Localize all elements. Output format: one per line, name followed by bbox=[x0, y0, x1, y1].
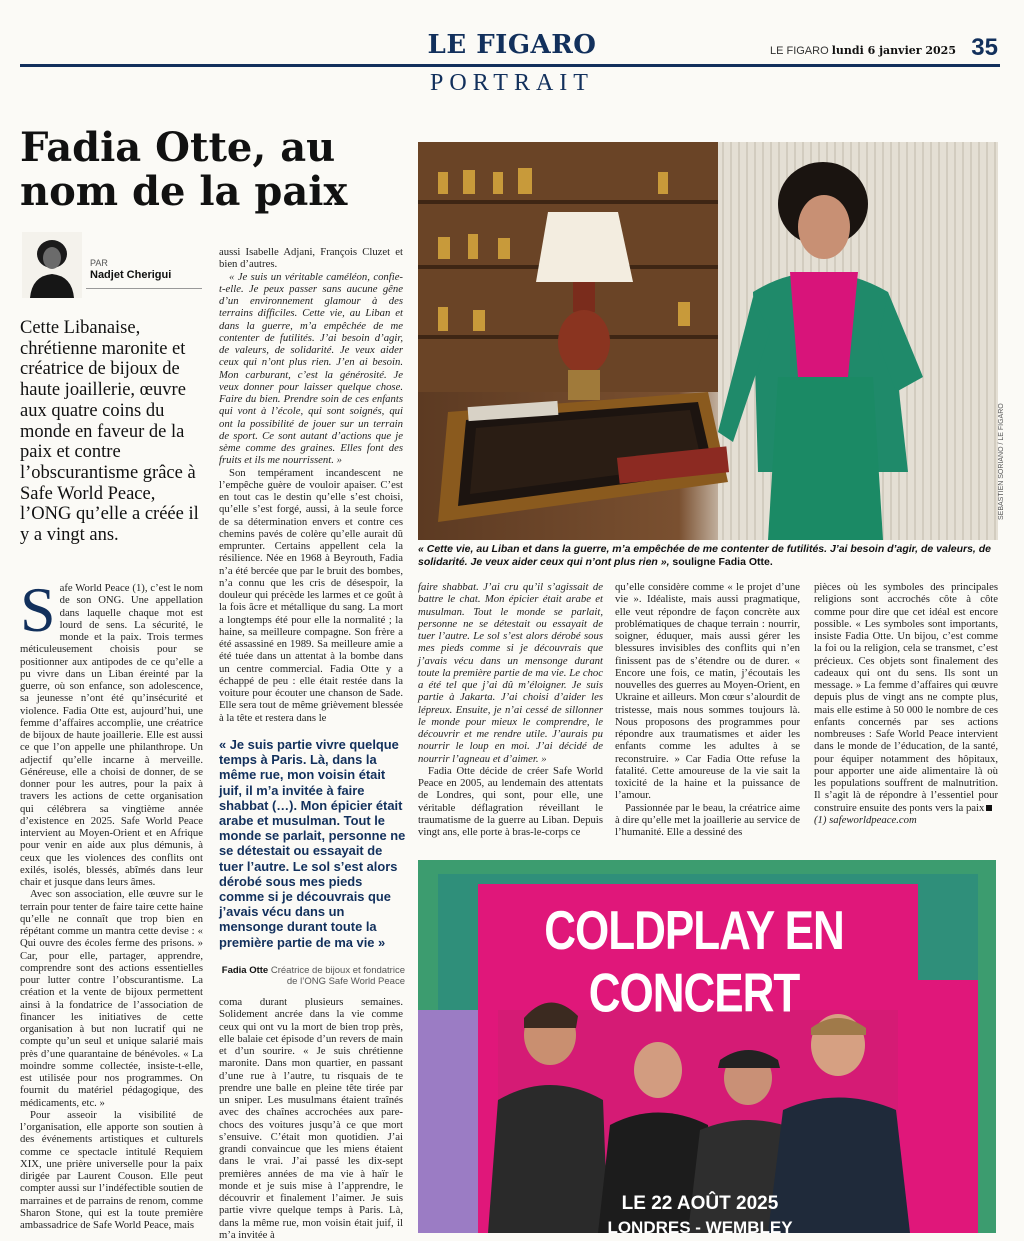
author-portrait bbox=[22, 232, 82, 298]
paragraph: Son tempérament incandescent ne l’empêche guère de vouloir apaiser. C’est en tout cas le destin qu’elle s’est choisi, qu’elle s’est forgé, aussi, à la seule force de sa détermination envers et contre ces chemins pavés de colère qu’elle aurait dû emprunter. Certains appellent cela la résilience. Née en 1968 à Beyrouth, Fadia n’a été bercée que par le bruit des bombes, n’a connu que les cris de désespoir, la douleur qui précède les larmes et ce goût à la fois âcre et métallique du sang. La mort a longtemps été pour elle la normalité ; la haine, sa meilleure compagne. Son frère a été assassiné en 1989. Sa meilleure amie a été tuée dans un attentat à la bombe dans un centre commercial. Fadia Otte y a échappé de peu : elle était restée dans la voiture pour écouter une chanson de Sade. Elle sera tout de même grièvement blessée à la tête et restera dans le bbox=[219, 466, 403, 724]
article-column-3 bbox=[418, 581, 603, 838]
pull-quote: « Je suis partie vivre quelque temps à Paris. Là, dans la même rue, mon voisin était juif, il m’a invitée à faire shabbat (…). Mon épicier était arabe et musulman. Tout le monde se parlait, personne ne se détestait ou essayait de tuer l’autre. Le sol s’est alors dérobé sous mes pieds comme si je découvrais que j’avais vécu dans un mensonge durant toute la première partie de ma vie » bbox=[219, 737, 406, 950]
article-column-2 bbox=[219, 246, 403, 726]
author-name: Nadjet Cherigui bbox=[90, 269, 172, 281]
photo-credit: SEBASTIEN SORIANO / LE FIGARO bbox=[998, 403, 1005, 520]
ad-date: LE 22 AOÛT 2025 bbox=[621, 1193, 779, 1214]
article-lead: Cette Libanaise, chrétienne maronite et créatrice de bijoux de haute joaillerie, œuvre aux quatre coins du monde en faveur de la paix et contre l’obscurantisme grâce à Safe World Peace, l’ONG qu’elle a créée il y a vingt ans. bbox=[20, 318, 199, 546]
paragraph: Avec son association, elle œuvre sur le terrain pour tenter de faire taire cette haine qu’elle ne connaît que trop bien en répétant comme un mantra cette devise : « Qui ouvre des écoles ferme des prisons. » Car, pour elle, partager, apprendre, comprendre sont des actions essentielles pour lutter contre l’obscurantisme. La création et la vente de bijoux permettent ainsi à la fondatrice de l’association de financer les initiatives de cette organisation à but non lucratif qui ne compte qu’un seul et unique salarié mais près d’une quarantaine de bénévoles. « La moindre somme collectée, insiste-t-elle, est utilisée pour nos programmes. On fournit du matériel pédagogique, des médicaments, etc. » bbox=[20, 888, 203, 1109]
ad-venue: LONDRES - WEMBLEY bbox=[607, 1218, 793, 1237]
article-column-4 bbox=[615, 581, 800, 838]
footnote-link[interactable]: (1) safeworldpeace.com bbox=[814, 813, 917, 826]
paragraph: aussi Isabelle Adjani, François Cluzet et bien d’autres. bbox=[219, 246, 403, 271]
author-prefix: PAR bbox=[90, 258, 108, 268]
quote-role: Créatrice de bijoux et fondatrice de l’ONG Safe World Peace bbox=[270, 965, 405, 987]
caption-attribution: souligne Fadia Otte. bbox=[669, 555, 773, 568]
quote-author: Fadia Otte bbox=[221, 965, 269, 976]
paragraph: pièces où les symboles des principales religions sont accrochés côte à côte comme pour dire que cet idéal est encore possible. « Les symboles sont importants, insiste Fadia Otte. Un bijou, c’est comme la foi ou la religion, cela se transmet, c’est précieux. Ces objets sont finalement des cadeaux qui ont du sens. Ils sont un message. » La femme d’affaires qui œuvre depuis plus de vingt ans ne compte plus, mais elle estime à 50 000 le nombre de ces enfants concernés par ses actions nombreuses : Safe World Peace intervient dans le monde de l’éducation, de la santé, pour équiper notamment des hôpitaux, pour apporter une aide alimentaire là où les populations souffrent de malnutrition. Il s’agit là de répondre à l’essentiel pour construire ensuite des ponts vers la paix bbox=[814, 581, 998, 814]
article-column-1 bbox=[20, 574, 203, 1231]
pull-quote-attribution bbox=[219, 965, 405, 987]
section-title: PORTRAIT bbox=[430, 70, 594, 96]
photo-caption bbox=[418, 543, 998, 568]
issue-date: lundi 6 janvier 2025 bbox=[831, 44, 956, 57]
article-headline: Fadia Otte, au nom de la paix bbox=[20, 124, 348, 215]
issue-info bbox=[770, 44, 956, 57]
drop-cap: S bbox=[20, 574, 56, 645]
paragraph: afe World Peace (1), c’est le nom de son ONG. Une appellation dans laquelle chaque mot est lourd de sens. La sécurité, le monde et la paix. Trois termes méticuleusement choisis pour se positionner aux antipodes de ce qu’elle a pu vivre dans un Liban éreinté par la guerre, où son enfance, son adolescence, sa jeunesse n’ont été qu’insécurité et violence. Fadia Otte est, aujourd’hui, une femme d’affaires accomplie, une créatrice de bijoux de haute joaillerie. Elle est aussi ce que l’on appelle une philanthrope. Un adjectif qu’elle incarne à merveille. Généreuse, elle a choisi de donner, de se donner pour les autres, pour la paix à travers les actions de cette organisation qui célébrera sa vingtième année d’existence en 2025. Safe World Peace intervient au Moyen-Orient et en Afrique pour venir en aide aux plus démunis, à ceux que les violences des conflits ont exilés, isolés, blessés, abîmés dans leur chair et jusque dans leurs âmes. bbox=[20, 582, 203, 888]
article-column-2-continued bbox=[219, 996, 403, 1241]
figaro-logo: LE FIGARO bbox=[427, 30, 597, 60]
article-column-5 bbox=[814, 581, 998, 833]
article-photo bbox=[418, 142, 998, 540]
paragraph: qu’elle considère comme « le projet d’une vie ». Idéaliste, mais aussi pragmatique, elle veut répondre de façon concrète aux problématiques de chaque terrain : nourrir, soigner, éduquer, mais aussi gérer les blessures invisibles des conflits qui n’en finissent pas de s’étendre ou de durer. « Encore une fois, ce matin, j’écoutais les nouvelles des guerres au Moyen-Orient, en Ukraine et ailleurs. Mon cœur s’alourdit de tristesse, mais nous sommes toujours là. Nous proposons des programmes pour répondre aux traumatismes et aider les enfants comme les adultes à se reconstruire. » Car Fadia Otte refuse la fatalité. Cette amoureuse de la vie sait la toxicité de la haine et la puissance de l’amour. bbox=[615, 581, 800, 802]
page-number: 35 bbox=[971, 34, 998, 61]
masthead-rule bbox=[20, 64, 1000, 67]
paragraph: « Je suis un véritable caméléon, confie-t-elle. Je peux passer sans aucune gêne d’un environnement glamour à des terrains difficiles. Cette vie, au Liban et dans la guerre, m’a empêchée de me contenter de futilités. J’ai besoin d’agir, de valeurs, de solidarité. Je veux aider ceux qui n’ont plus rien. J’en ai besoin. Mon carburant, c’est la générosité. Je veux donner pour laisser quelque chose. Faire du bien. Prendre soin de ces enfants qui vont à l’école, qui sont soignés, qui ont la possibilité de jouer sur un terrain de sport. Ce sont autant d’actions que je sème comme des graines. Elles font des fruits et ils me nourrissent. » bbox=[219, 270, 403, 467]
paper-name: LE FIGARO bbox=[769, 45, 829, 57]
ad-title: COLDPLAY EN CONCERT bbox=[544, 900, 844, 1024]
author-rule bbox=[86, 288, 202, 289]
caption-quote: « Cette vie, au Liban et dans la guerre, m’a empêchée de me contenter de futilités. J’ai besoin d’agir, de valeurs, de solidarité. Je veux aider ceux qui n’ont plus rien », bbox=[418, 543, 992, 568]
end-mark bbox=[986, 805, 992, 811]
paragraph: coma durant plusieurs semaines. Solidement ancrée dans la vie comme ceux qui ont vu la mort de bien trop près, elle balaie cet épisode d’un revers de main et d’un sourire. « Je suis chrétienne maronite. Dans mon quartier, en passant d’une rue à l’autre, tu risquais de te prendre une balle en pleine tête tirée par un sniper. Les musulmans étaient traînés avec des chaînes accrochées aux pare-chocs des voitures jusqu’à ce que mort s’ensuive. C’était mon quotidien. J’ai grandi convaincue que les miens étaient dans le vrai. J’ai passé les dix-sept premières années de ma vie à haïr le monde et je suis mise à l’apprendre, le découvrir et finalement l’aimer. Je suis partie vivre quelque temps à Paris. Là, dans la même rue, mon voisin était juif, il m’a invitée à bbox=[219, 996, 403, 1241]
paragraph: Fadia Otte décide de créer Safe World Peace en 2005, au lendemain des attentats de Londres, qui sont, pour elle, une véritable déflagration réveillant le traumatisme de la guerre au Liban. Depuis vingt ans, elle porte à bras-le-corps ce bbox=[418, 764, 603, 838]
paragraph: Passionnée par le beau, la créatrice aime à dire qu’elle met la joaillerie au service de l’humanité. Elle a dessiné des bbox=[615, 801, 800, 838]
paragraph: Pour asseoir la visibilité de l’organisation, elle apporte son soutien à des événements artistiques et culturels comme ce spectacle intitulé Requiem XIX, une prière universelle pour la paix dirigée par Laurent Couson. Elle peut compter aussi sur l’indéfectible soutien de marraines et de parrains de renom, comme Sharon Stone, qui est la toute première ambassadrice de Safe World Peace, mais bbox=[20, 1108, 203, 1231]
paragraph: faire shabbat. J’ai cru qu’il s’agissait de battre le chat. Mon épicier était arabe et musulman. Tout le monde se parlait, personne ne se détestait ou essayait de tuer l’autre. Le sol s’est alors dérobé sous mes pieds comme si je découvrais que j’avais vécu dans un mensonge durant toute la première partie de ma vie. Le choc a été tel que j’ai dû m’éloigner. Je suis partie à Jakarta. J’ai choisi d’aider les lépreux. Ensuite, je n’ai cessé de sillonner le monde pour mieux le comprendre, le découvrir et me rendre utile. J’aurais pu nourrir le loup en moi. J’ai décidé de nourrir l’agneau et d’aimer. » bbox=[418, 581, 603, 765]
